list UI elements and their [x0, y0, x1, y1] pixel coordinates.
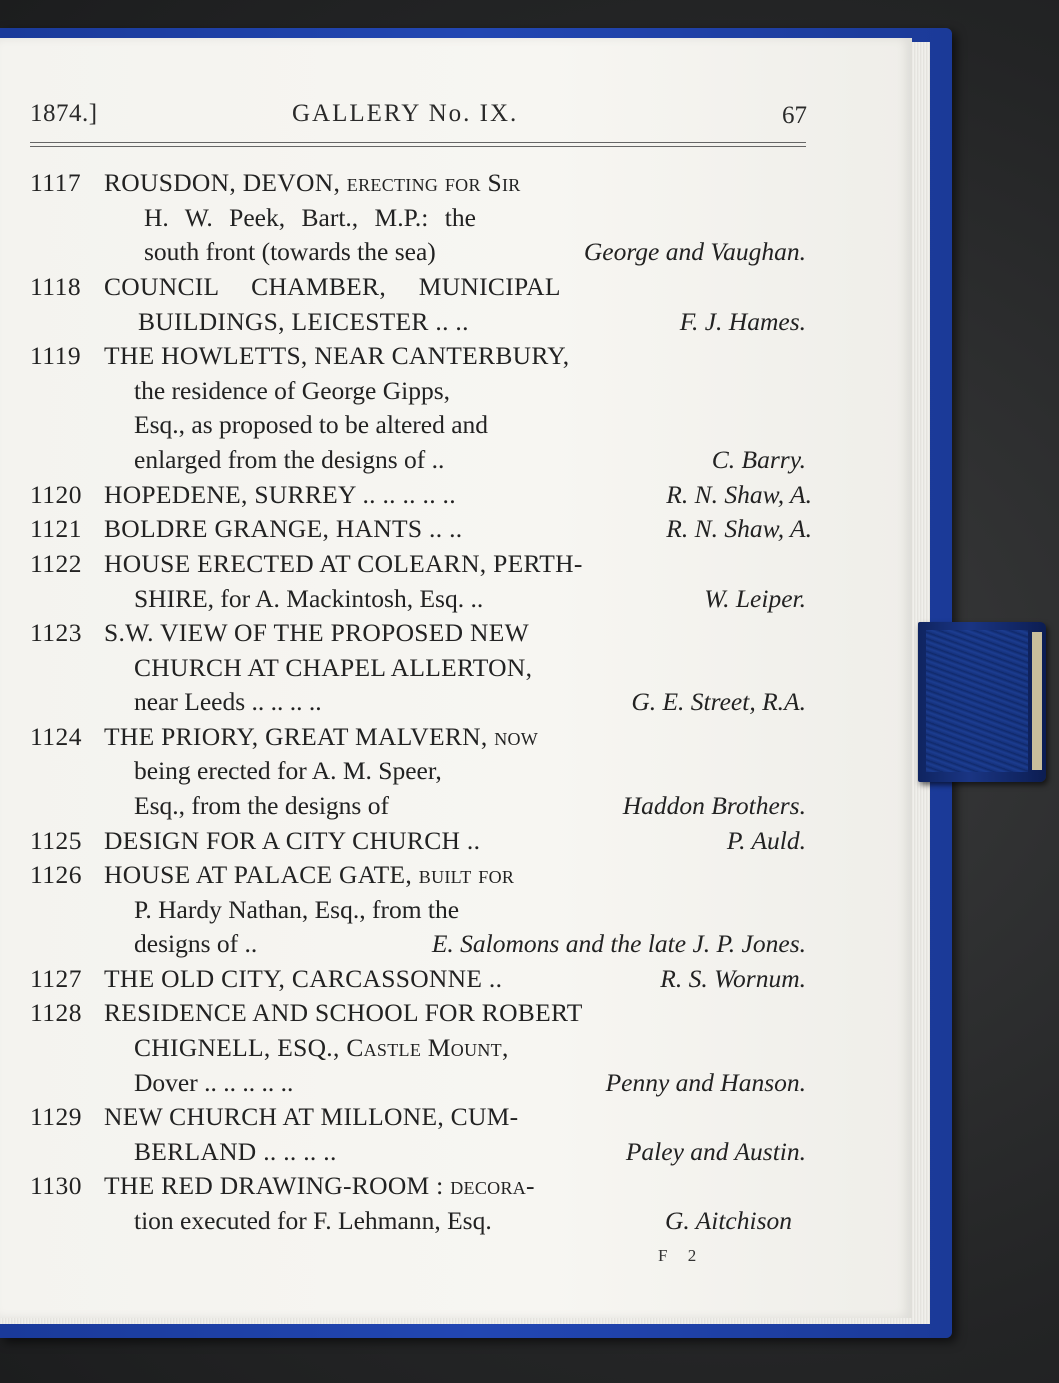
page-number: 67	[782, 102, 807, 129]
entry-text: enlarged from the designs of ..	[134, 445, 445, 474]
header-rule	[30, 142, 806, 143]
list-item	[0, 722, 912, 756]
entry-text: the residence of George Gipps,	[134, 376, 451, 405]
entry-title: THE HOWLETTS, NEAR CANTERBURY,	[104, 341, 570, 370]
entry-artist: George and Vaughan.	[583, 237, 806, 266]
entry-title: THE PRIORY, GREAT MALVERN, now	[104, 722, 539, 751]
entry-number: 1117	[30, 168, 82, 197]
entry-artist: R. S. Wornum.	[660, 964, 806, 993]
entry-line	[0, 756, 912, 790]
entry-text: south front (towards the sea)	[144, 237, 436, 266]
entry-line	[0, 203, 912, 237]
entry-title: THE OLD CITY, CARCASSONNE ..	[104, 964, 503, 993]
header-year: 1874.]	[30, 100, 98, 127]
entry-text: designs of ..	[134, 929, 258, 958]
entry-line	[0, 445, 912, 479]
entry-title: HOUSE AT PALACE GATE, built for	[104, 860, 515, 889]
list-item	[0, 272, 912, 306]
list-item	[0, 549, 912, 583]
list-item	[0, 618, 912, 652]
entry-text: H. W. Peek, Bart., M.P.: the	[144, 203, 476, 232]
entry-number: 1125	[30, 826, 83, 855]
entry-line	[0, 584, 912, 618]
entry-title: NEW CHURCH AT MILLONE, CUM-	[104, 1102, 519, 1131]
entry-text: tion executed for F. Lehmann, Esq.	[134, 1206, 492, 1235]
entry-number: 1128	[30, 998, 83, 1027]
entry-title: THE RED DRAWING-ROOM : decora-	[104, 1171, 535, 1200]
entry-line	[0, 895, 912, 929]
entry-number: 1119	[30, 341, 82, 370]
entry-text: SHIRE, for A. Mackintosh, Esq. ..	[134, 584, 484, 613]
list-item	[0, 168, 912, 202]
entry-line	[0, 687, 912, 721]
entry-number: 1127	[30, 964, 83, 993]
entry-text: BERLAND .. .. .. ..	[134, 1137, 337, 1166]
header-rule-double	[30, 146, 806, 147]
header-title: GALLERY No. IX.	[292, 100, 519, 127]
entry-text: Esq., from the designs of	[134, 791, 389, 820]
bookmark-tab	[918, 622, 1046, 782]
entry-text: being erected for A. M. Speer,	[134, 756, 442, 785]
entry-title: HOUSE ERECTED AT COLEARN, PERTH-	[104, 549, 583, 578]
entry-line	[0, 1033, 912, 1067]
entry-number: 1118	[30, 272, 82, 301]
entry-number: 1122	[30, 549, 83, 578]
entry-number: 1130	[30, 1171, 83, 1200]
entry-number: 1124	[30, 722, 83, 751]
entry-artist: F. J. Hames.	[679, 307, 806, 336]
entry-title: RESIDENCE AND SCHOOL FOR ROBERT	[104, 998, 583, 1027]
entry-text: Esq., as proposed to be altered and	[134, 410, 489, 439]
entry-text: CHIGNELL, ESQ., Castle Mount,	[134, 1033, 509, 1062]
list-item	[0, 998, 912, 1032]
entry-line	[0, 1137, 912, 1171]
entry-number: 1120	[30, 480, 83, 509]
list-item	[0, 1102, 912, 1136]
entry-line	[0, 307, 912, 341]
entry-number: 1126	[30, 860, 83, 889]
entry-artist: E. Salomons and the late J. P. Jones.	[431, 929, 806, 958]
entry-number: 1121	[30, 514, 83, 543]
entry-line	[0, 653, 912, 687]
entry-line	[0, 1068, 912, 1102]
entry-artist: R. N. Shaw, A.	[666, 514, 812, 543]
entry-title: S.W. VIEW OF THE PROPOSED NEW	[104, 618, 530, 647]
entry-number: 1129	[30, 1102, 83, 1131]
bookmark-tab-leather	[926, 630, 1028, 772]
entry-line	[0, 410, 912, 444]
entry-artist: Haddon Brothers.	[622, 791, 806, 820]
entry-artist: R. N. Shaw, A.	[666, 480, 812, 509]
list-item	[0, 860, 912, 894]
entry-artist: Penny and Hanson.	[605, 1068, 806, 1097]
entry-title: DESIGN FOR A CITY CHURCH ..	[104, 826, 481, 855]
entry-text: near Leeds .. .. .. ..	[134, 687, 322, 716]
entry-title: COUNCIL CHAMBER, MUNICIPAL	[104, 272, 561, 301]
list-item	[0, 341, 912, 375]
entry-title: HOPEDENE, SURREY .. .. .. .. ..	[104, 480, 456, 509]
running-header	[0, 100, 912, 140]
entry-line	[0, 929, 912, 963]
bookmark-tab-edge	[1032, 632, 1042, 770]
entry-text: CHURCH AT CHAPEL ALLERTON,	[134, 653, 533, 682]
entry-title: BOLDRE GRANGE, HANTS .. ..	[104, 514, 463, 543]
entry-artist: G. E. Street, R.A.	[631, 687, 806, 716]
entry-title: ROUSDON, DEVON, erecting for Sir	[104, 168, 521, 197]
entry-artist: C. Barry.	[711, 445, 806, 474]
entry-text: Dover .. .. .. .. ..	[134, 1068, 294, 1097]
entry-artist: P. Auld.	[726, 826, 806, 855]
list-item	[0, 1171, 912, 1205]
entry-text: P. Hardy Nathan, Esq., from the	[134, 895, 460, 924]
book-page	[0, 38, 912, 1318]
list-item	[0, 826, 912, 860]
entry-artist: G. Aitchison	[664, 1206, 792, 1235]
entry-artist: W. Leiper.	[704, 584, 806, 613]
list-item	[0, 964, 912, 998]
list-item	[0, 514, 912, 548]
list-item	[0, 480, 912, 514]
entry-line	[0, 1206, 912, 1240]
signature-mark: F 2	[658, 1246, 705, 1265]
entry-line	[0, 791, 912, 825]
entry-line	[0, 376, 912, 410]
entry-number: 1123	[30, 618, 83, 647]
entry-artist: Paley and Austin.	[625, 1137, 806, 1166]
entry-line	[0, 237, 912, 271]
entry-text: BUILDINGS, LEICESTER .. ..	[138, 307, 469, 336]
